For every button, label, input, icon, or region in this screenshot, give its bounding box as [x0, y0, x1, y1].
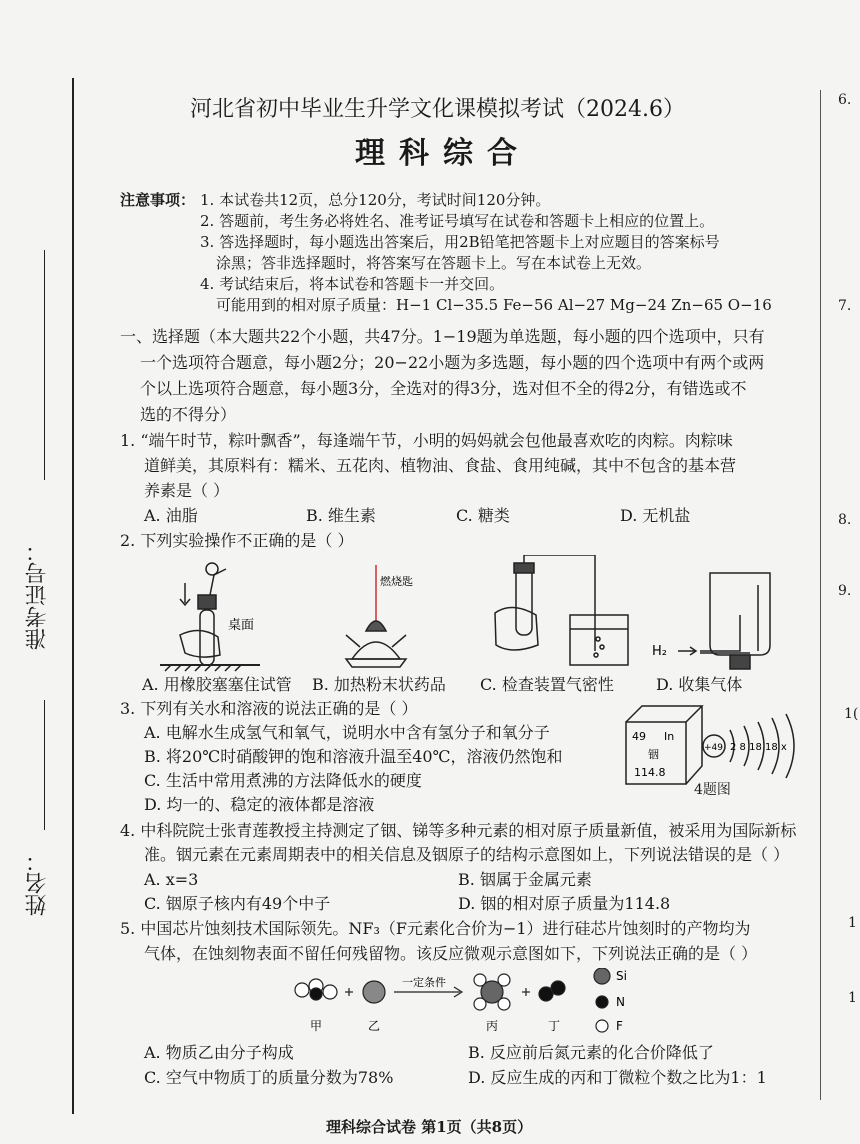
label-bing: 丙	[486, 1019, 499, 1033]
binding-line	[72, 78, 74, 1114]
right-edge-line	[820, 90, 821, 1100]
right-margin-mark: 1	[848, 915, 857, 931]
q1-option-c: C. 糖类	[456, 506, 510, 525]
question-4: 4. 中科院院士张青莲教授主持测定了铟、锑等多种元素的相对原子质量新值，被采用为国际新标	[120, 821, 797, 840]
q2-option-b: B. 加热粉末状药品	[312, 675, 446, 694]
element-symbol: In	[664, 730, 675, 743]
label-yi: 乙	[368, 1019, 381, 1033]
legend-si: Si	[616, 969, 627, 983]
desk-label: 桌面	[228, 618, 255, 633]
right-margin-mark: 7.	[838, 298, 852, 314]
electron-shells: 2 8 18 18 x	[730, 742, 787, 753]
burning-spoon-label: 燃烧匙	[380, 575, 413, 588]
name-blank	[44, 700, 45, 830]
q3-option-b: B. 将20℃时硝酸钾的饱和溶液升温至40℃，溶液仍然饱和	[144, 747, 563, 766]
q3-option-d: D. 均一的、稳定的液体都是溶液	[144, 795, 375, 814]
q5-option-b: B. 反应前后氮元素的化合价降低了	[468, 1043, 714, 1062]
q3-option-c: C. 生活中常用煮沸的方法降低水的硬度	[144, 771, 422, 790]
question-5: 5. 中国芯片蚀刻技术国际领先。NF₃（F元素化合价为−1）进行硅芯片蚀刻时的产物均为	[120, 919, 751, 938]
subject-title: 理科综合	[355, 136, 531, 171]
name-label: 姓名：	[25, 850, 50, 916]
atomic-number: 49	[632, 730, 646, 743]
exam-title: 河北省初中毕业生升学文化课模拟考试（2024.6）	[190, 97, 685, 122]
section-intro: 选的不得分）	[140, 405, 237, 424]
section-intro: 个以上选项符合题意，每小题3分，全选对的得3分，选对但不全的得2分，有错选或不	[140, 379, 747, 398]
notice-item: 4. 考试结束后，将本试卷和答题卡一并交回。	[200, 275, 505, 293]
question-1: 道鲜美，其原料有：糯米、五花肉、植物油、食盐、食用纯碱，其中不包含的基本营	[144, 456, 737, 475]
right-margin-mark: 1(	[844, 706, 859, 722]
legend-f: F	[616, 1019, 623, 1033]
question-3: 3. 下列有关水和溶液的说法正确的是（ ）	[120, 699, 418, 718]
notice-item: 1. 本试卷共12页，总分120分，考试时间120分钟。	[200, 191, 551, 209]
figure-caption: 4题图	[694, 782, 731, 798]
q4-option-c: C. 铟原子核内有49个中子	[144, 894, 331, 913]
figure-c-airtight	[495, 555, 628, 665]
notice-label: 注意事项：	[120, 191, 196, 209]
question-2: 2. 下列实验操作不正确的是（ ）	[120, 531, 354, 550]
question-4: 准。铟元素在元素周期表中的相关信息及铟原子的结构示意图如上，下列说法错误的是（ ）	[144, 845, 790, 864]
label-ding: 丁	[548, 1019, 561, 1033]
right-margin-mark: 8.	[838, 512, 852, 528]
figure-a-tube	[160, 563, 260, 671]
atomic-mass: 114.8	[634, 766, 666, 779]
reaction-condition: 一定条件	[402, 976, 446, 989]
q2-option-d: D. 收集气体	[656, 675, 743, 694]
nucleus-charge: +49	[704, 743, 723, 753]
q4-option-d: D. 铟的相对原子质量为114.8	[458, 894, 671, 913]
q2-option-a: A. 用橡胶塞塞住试管	[142, 675, 292, 694]
question-5: 气体，在蚀刻物表面不留任何残留物。该反应微观示意图如下，下列说法正确的是（ ）	[144, 944, 758, 963]
exam-id-label: 准考证号：	[25, 540, 50, 650]
q4-option-b: B. 铟属于金属元素	[458, 870, 592, 889]
exam-id-blank	[44, 250, 45, 480]
q3-option-a: A. 电解水生成氢气和氧气，说明水中含有氢分子和氧分子	[144, 723, 550, 742]
question-1: 养素是（ ）	[144, 481, 230, 500]
right-margin-mark: 9.	[838, 583, 852, 599]
q2-figure	[140, 555, 800, 673]
notice-item: 2. 答题前，考生务必将姓名、准考证号填写在试卷和答题卡上相应的位置上。	[200, 212, 715, 230]
q2-option-c: C. 检查装置气密性	[480, 675, 614, 694]
question-1: 1. “端午时节，粽叶飘香”，每逢端午节，小明的妈妈就会包他最喜欢吃的肉粽。肉粽味	[120, 431, 733, 450]
reaction-figure	[290, 968, 650, 1040]
legend-n: N	[616, 995, 625, 1009]
right-margin-mark: 6.	[838, 92, 852, 108]
atomic-mass-line: 可能用到的相对原子质量：H−1 Cl−35.5 Fe−56 Al−27 Mg−24 Zn−65 O−16	[216, 296, 772, 314]
page-footer: 理科综合试卷 第1页（共8页）	[326, 1118, 533, 1136]
right-margin-mark: 1	[848, 990, 857, 1006]
q5-option-d: D. 反应生成的丙和丁微粒个数之比为1：1	[468, 1068, 767, 1087]
notice-item: 3. 答选择题时，每小题选出答案后，用2B铅笔把答题卡上对应题目的答案标号	[200, 233, 720, 251]
q4-option-a: A. x=3	[144, 870, 199, 889]
q1-option-b: B. 维生素	[306, 506, 376, 525]
section-intro: 一个选项符合题意，每小题2分；20−22小题为多选题，每小题的四个选项中有两个或两	[140, 353, 765, 372]
q1-option-a: A. 油脂	[144, 506, 198, 525]
element-name: 铟	[648, 748, 659, 761]
q5-option-c: C. 空气中物质丁的质量分数为78%	[144, 1068, 394, 1087]
h2-label: H₂	[652, 644, 667, 659]
label-jia: 甲	[310, 1019, 323, 1033]
section-intro: 一、选择题（本大题共22个小题，共47分。1−19题为单选题，每小题的四个选项中，只有	[120, 327, 765, 346]
q1-option-d: D. 无机盐	[620, 506, 691, 525]
q5-option-a: A. 物质乙由分子构成	[144, 1043, 294, 1062]
notice-item: 涂黑；答非选择题时，将答案写在答题卡上。写在本试卷上无效。	[216, 254, 652, 272]
figure-d-collect	[678, 573, 770, 669]
